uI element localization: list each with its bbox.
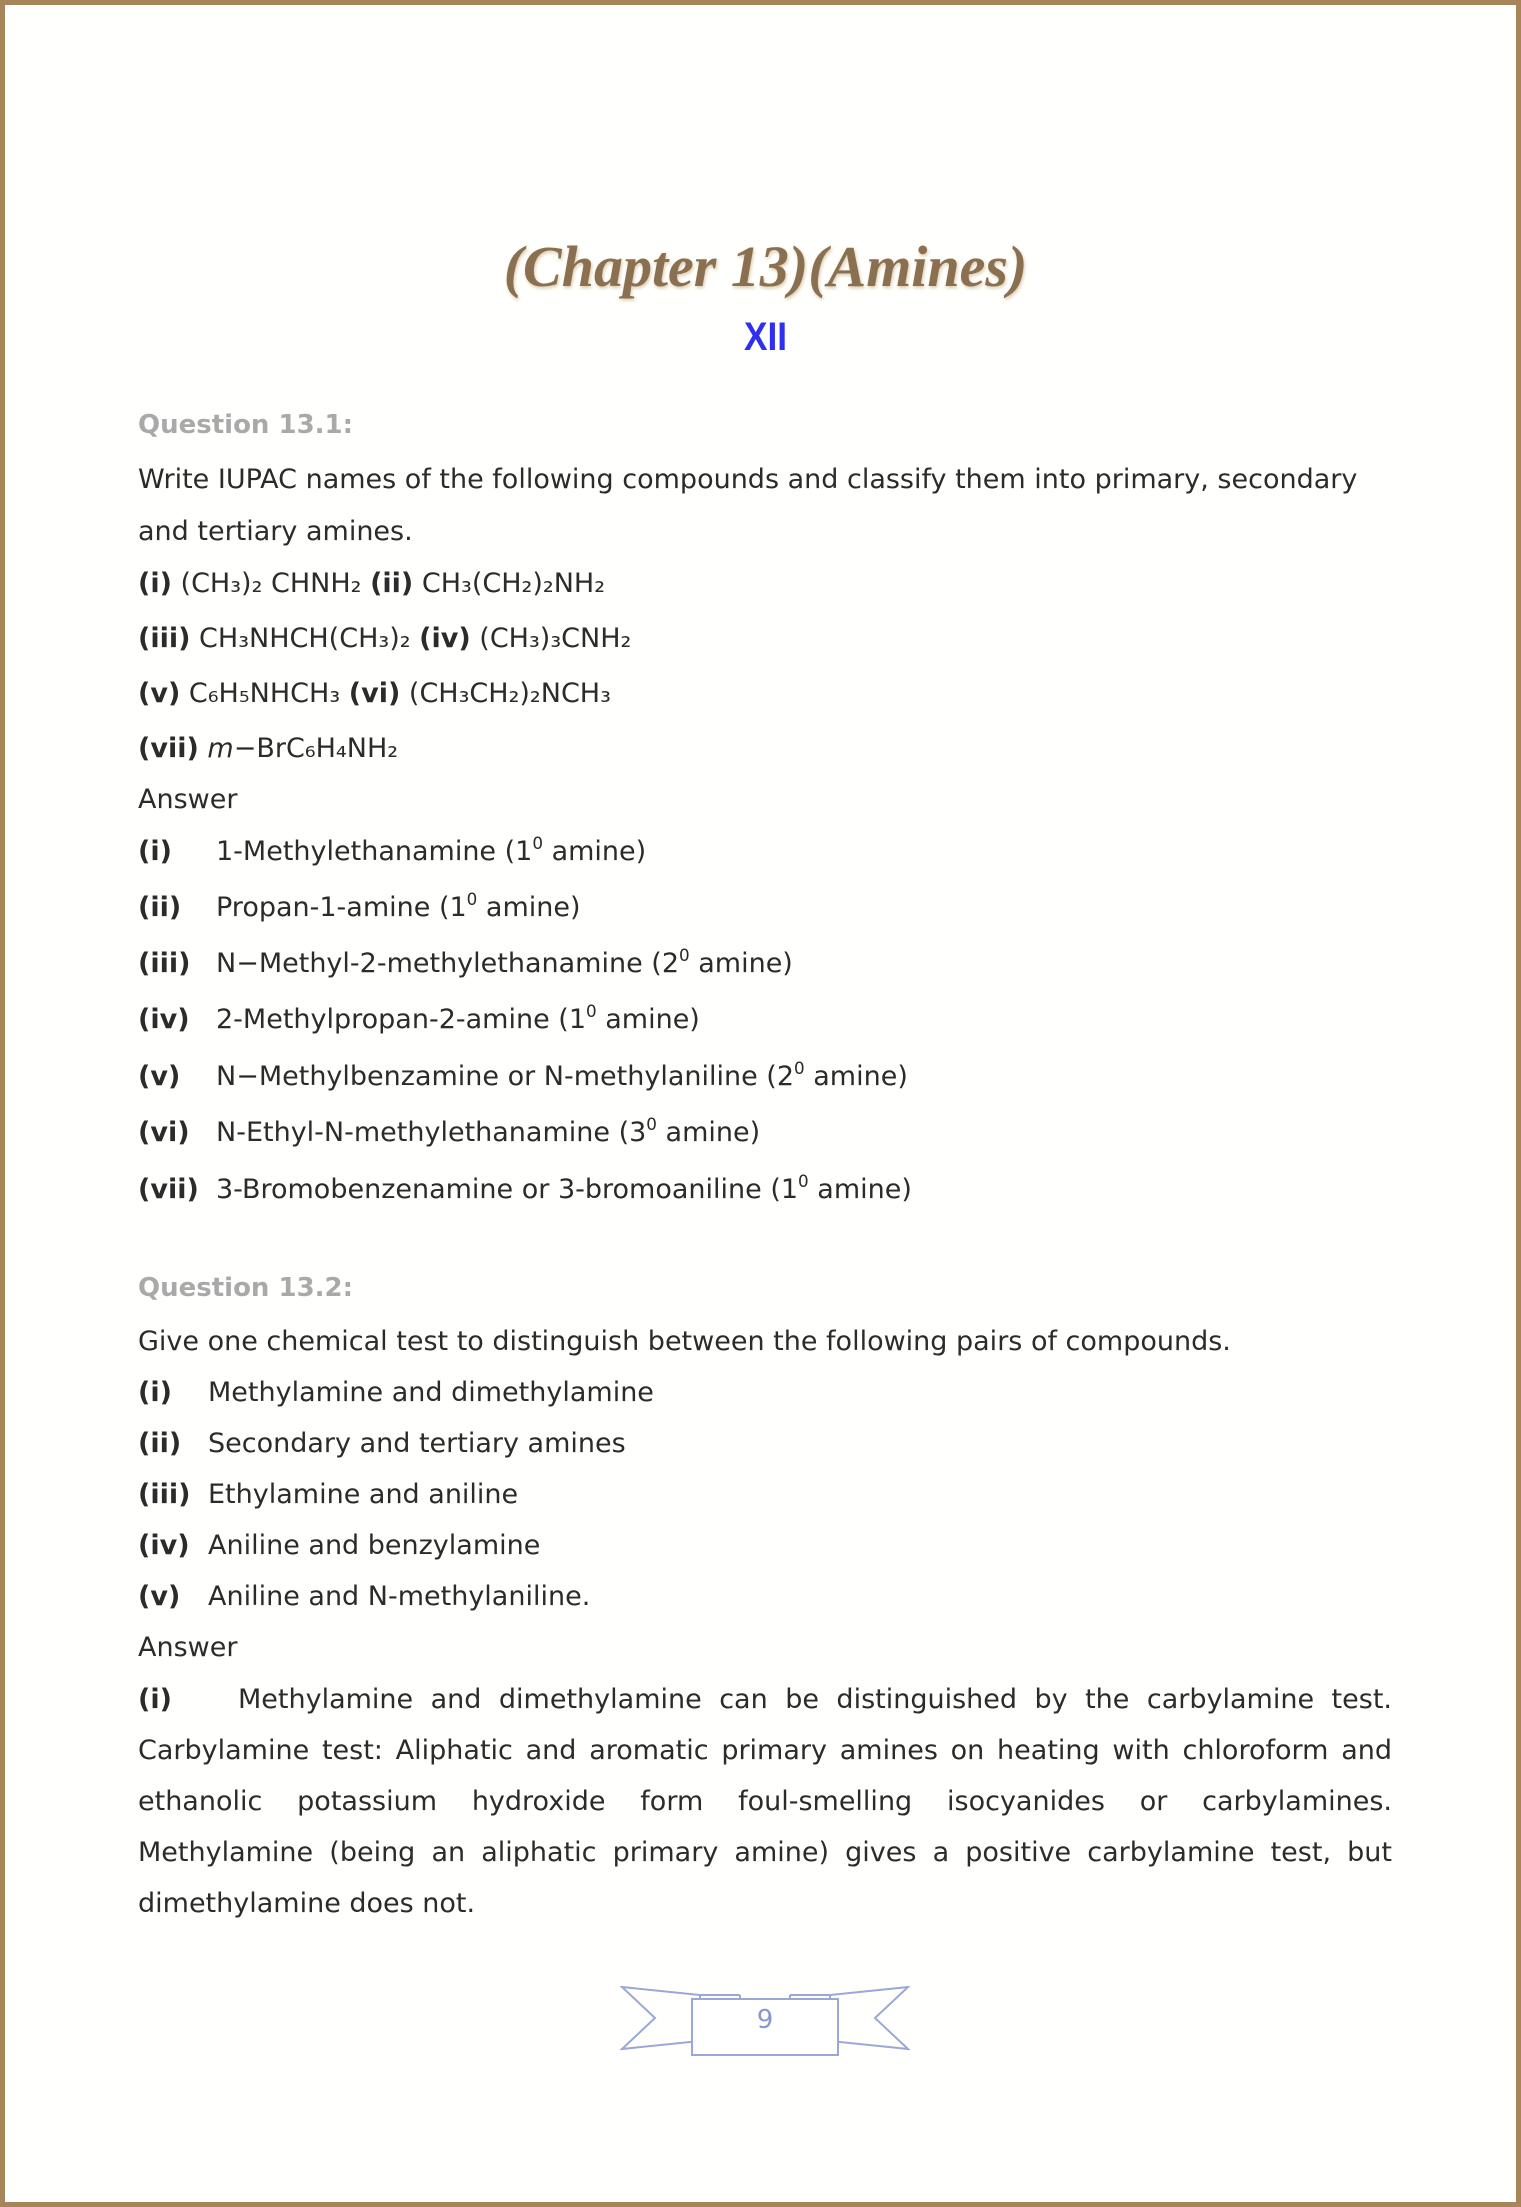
answer-row	[138, 1173, 912, 1207]
compound-label: (v)	[138, 678, 181, 709]
pair-label: (i)	[138, 1377, 172, 1408]
answer-suffix: amine)	[808, 1174, 912, 1205]
question-2-heading: Question 13.2:	[138, 1273, 354, 1303]
compound-label: (vii)	[138, 733, 199, 764]
answer-label: (i)	[138, 1684, 172, 1715]
pair-row	[138, 1529, 540, 1563]
pair-text: Ethylamine and aniline	[208, 1479, 519, 1510]
page-number-badge	[620, 1983, 910, 2063]
pair-label: (iv)	[138, 1530, 190, 1561]
compound-label: (ii)	[370, 568, 414, 599]
answer-row	[138, 1003, 700, 1037]
pair-label: (v)	[138, 1581, 181, 1612]
answer-suffix: amine)	[477, 892, 581, 923]
meta-prefix: m	[207, 733, 234, 764]
compound-formula: −BrC₆H₄NH₂	[233, 733, 399, 764]
degree-mark: 0	[798, 1171, 809, 1192]
answer-name: N-Ethyl-N-methylethanamine (3	[216, 1117, 647, 1148]
compound-formula: C₆H₅NHCH₃	[188, 678, 341, 709]
pair-row	[138, 1478, 518, 1512]
answer-label: (i)	[138, 836, 172, 867]
answer-label: (vi)	[138, 1117, 190, 1148]
compound-row-3	[138, 677, 1392, 711]
answer-label: (v)	[138, 1061, 181, 1092]
answer-suffix: amine)	[689, 948, 793, 979]
answer-name: Propan-1-amine (1	[216, 892, 467, 923]
degree-mark: 0	[466, 889, 478, 910]
answer-row	[138, 835, 646, 869]
compound-formula: (CH₃CH₂)₂NCH₃	[408, 678, 611, 709]
answer-label: (iii)	[138, 948, 191, 979]
degree-mark: 0	[794, 1058, 805, 1079]
question-2-answer-paragraph	[138, 1674, 1392, 1929]
compound-label: (vi)	[348, 678, 401, 709]
compound-label: (iii)	[138, 623, 191, 654]
page-number: 9	[756, 2005, 774, 2035]
answer-suffix: amine)	[656, 1117, 761, 1148]
pair-row	[138, 1427, 626, 1461]
answer-suffix: amine)	[596, 1004, 700, 1035]
question-1-prompt-line2: and tertiary amines.	[138, 516, 413, 547]
compound-formula: (CH₃)₃CNH₂	[479, 623, 632, 654]
question-2-prompt: Give one chemical test to distinguish between the following pairs of compounds.	[138, 1326, 1231, 1357]
compound-formula: (CH₃)₂ CHNH₂	[180, 568, 362, 599]
question-1-answer-label: Answer	[138, 784, 238, 815]
question-1-heading: Question 13.1:	[138, 410, 354, 440]
answer-suffix: amine)	[804, 1061, 908, 1092]
answer-name: 3-Bromobenzenamine or 3-bromoaniline (1	[216, 1174, 799, 1205]
degree-mark: 0	[532, 833, 543, 854]
compound-row-4	[138, 732, 1392, 766]
pair-row	[138, 1376, 654, 1410]
question-1-prompt-line1: Write IUPAC names of the following compounds and classify them into primary, secondary	[138, 464, 1358, 495]
answer-row	[138, 891, 581, 925]
pair-text: Secondary and tertiary amines	[208, 1428, 626, 1459]
chapter-title: (Chapter 13)(Amines)	[503, 234, 1028, 299]
pair-text: Aniline and N-methylaniline.	[208, 1581, 591, 1612]
compound-formula: CH₃NHCH(CH₃)₂	[199, 623, 411, 654]
degree-mark: 0	[646, 1114, 657, 1135]
answer-name: N−Methylbenzamine or N-methylaniline (2	[216, 1061, 795, 1092]
answer-name: N−Methyl-2-methylethanamine (2	[216, 948, 679, 979]
answer-name: 1-Methylethanamine (1	[216, 836, 533, 867]
pair-label: (ii)	[138, 1428, 182, 1459]
pair-label: (iii)	[138, 1479, 191, 1510]
question-2-answer-label: Answer	[138, 1632, 238, 1663]
answer-text: Methylamine and dimethylamine can be distinguished by the carbylamine test. Carbylamine test: Aliphatic and aromatic primary amines on heating with chloroform and ethanolic potassium hydroxide form foul-smelling isocyanides or carbylamines. Methylamine (being an aliphatic primary amine) gives a positive carbylamine test, but dimethylamine does not.	[138, 1684, 1392, 1919]
answer-row	[138, 1116, 760, 1150]
pair-text: Aniline and benzylamine	[208, 1530, 541, 1561]
degree-mark: 0	[586, 1001, 597, 1022]
pair-text: Methylamine and dimethylamine	[208, 1377, 654, 1408]
answer-label: (iv)	[138, 1004, 190, 1035]
answer-label: (vii)	[138, 1174, 199, 1205]
compound-formula: CH₃(CH₂)₂NH₂	[421, 568, 606, 599]
answer-row	[138, 1060, 908, 1094]
pair-row	[138, 1580, 590, 1614]
answer-row	[138, 947, 793, 981]
class-label: XII	[743, 315, 788, 359]
answer-name: 2-Methylpropan-2-amine (1	[216, 1004, 586, 1035]
compound-row-2	[138, 622, 1392, 656]
answer-label: (ii)	[138, 892, 182, 923]
compound-row-1	[138, 567, 1392, 601]
compound-label: (i)	[138, 568, 172, 599]
degree-mark: 0	[679, 945, 690, 966]
compound-label: (iv)	[419, 623, 471, 654]
answer-suffix: amine)	[543, 836, 647, 867]
